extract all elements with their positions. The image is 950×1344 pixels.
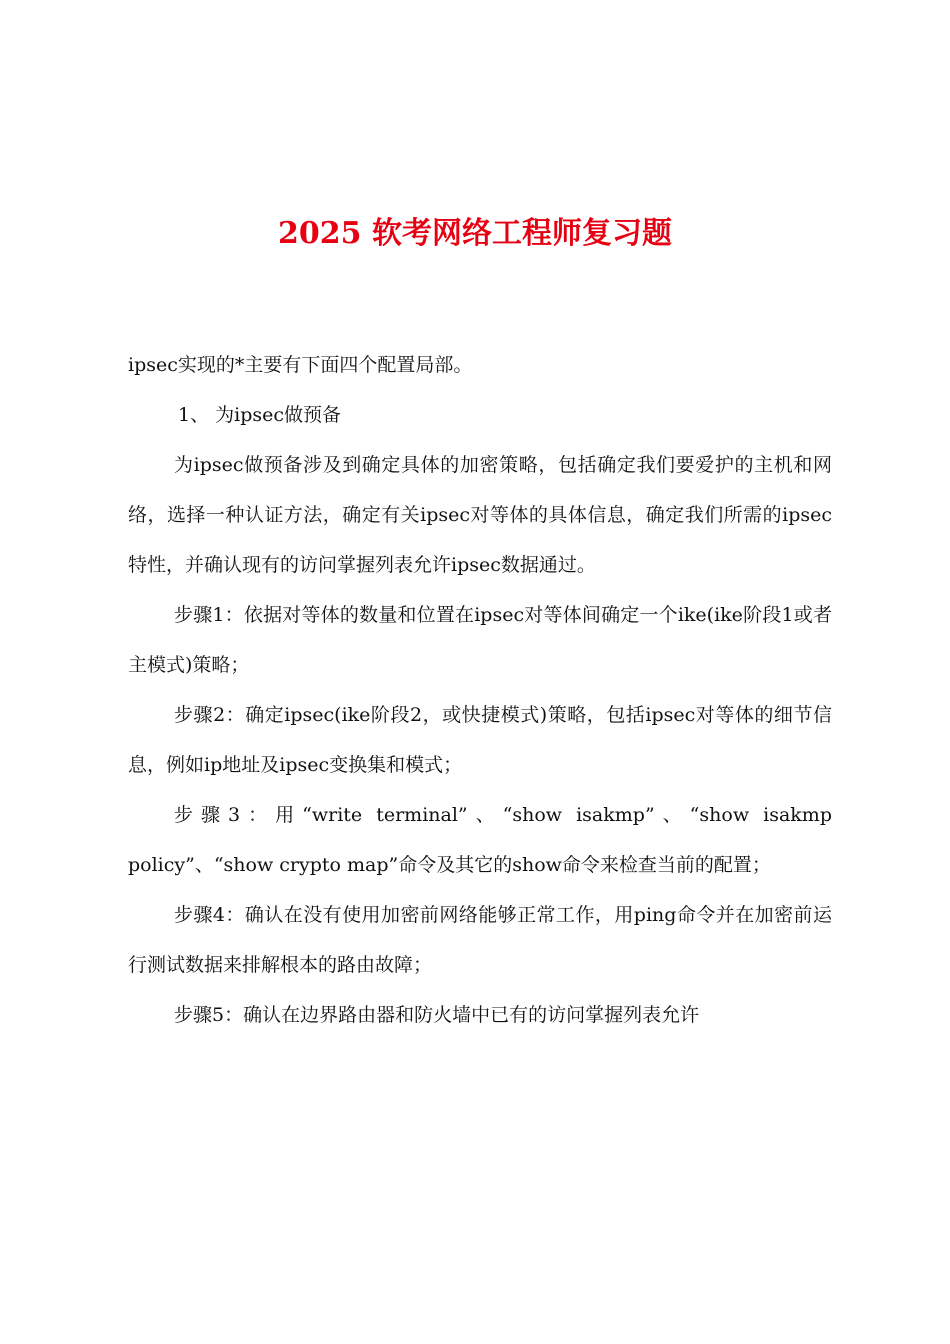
paragraph-preparation: 为ipsec做预备涉及到确定具体的加密策略，包括确定我们要爱护的主机和网络，选择一种认证方法，确定有关ipsec对等体的具体信息，确定我们所需的ipsec特性，并确认现有的访问掌握列表允许ipsec数据通过。 <box>128 454 832 576</box>
paragraph-step-4: 步骤4：确认在没有使用加密前网络能够正常工作，用ping命令并在加密前运行测试数据来排解根本的路由故障； <box>128 904 832 976</box>
paragraph-section-heading: 1、 为ipsec做预备 <box>178 404 342 426</box>
paragraph-step-3: 步骤3：用“write terminal”、“show isakmp”、“show isakmp policy”、“show crypto map”命令及其它的show命令来检查当前的配置； <box>128 804 832 876</box>
document-body <box>128 340 832 1040</box>
paragraph-step-1: 步骤1：依据对等体的数量和位置在ipsec对等体间确定一个ike(ike阶段1或者主模式)策略； <box>128 604 832 676</box>
document-title: 2025 软考网络工程师复习题 <box>278 216 672 251</box>
paragraph-step-2: 步骤2：确定ipsec(ike阶段2，或快捷模式)策略，包括ipsec对等体的细节信息，例如ip地址及ipsec变换集和模式； <box>128 704 832 776</box>
paragraph-intro: ipsec实现的*主要有下面四个配置局部。 <box>128 354 473 376</box>
paragraph-step-5: 步骤5：确认在边界路由器和防火墙中已有的访问掌握列表允许 <box>174 1004 700 1026</box>
